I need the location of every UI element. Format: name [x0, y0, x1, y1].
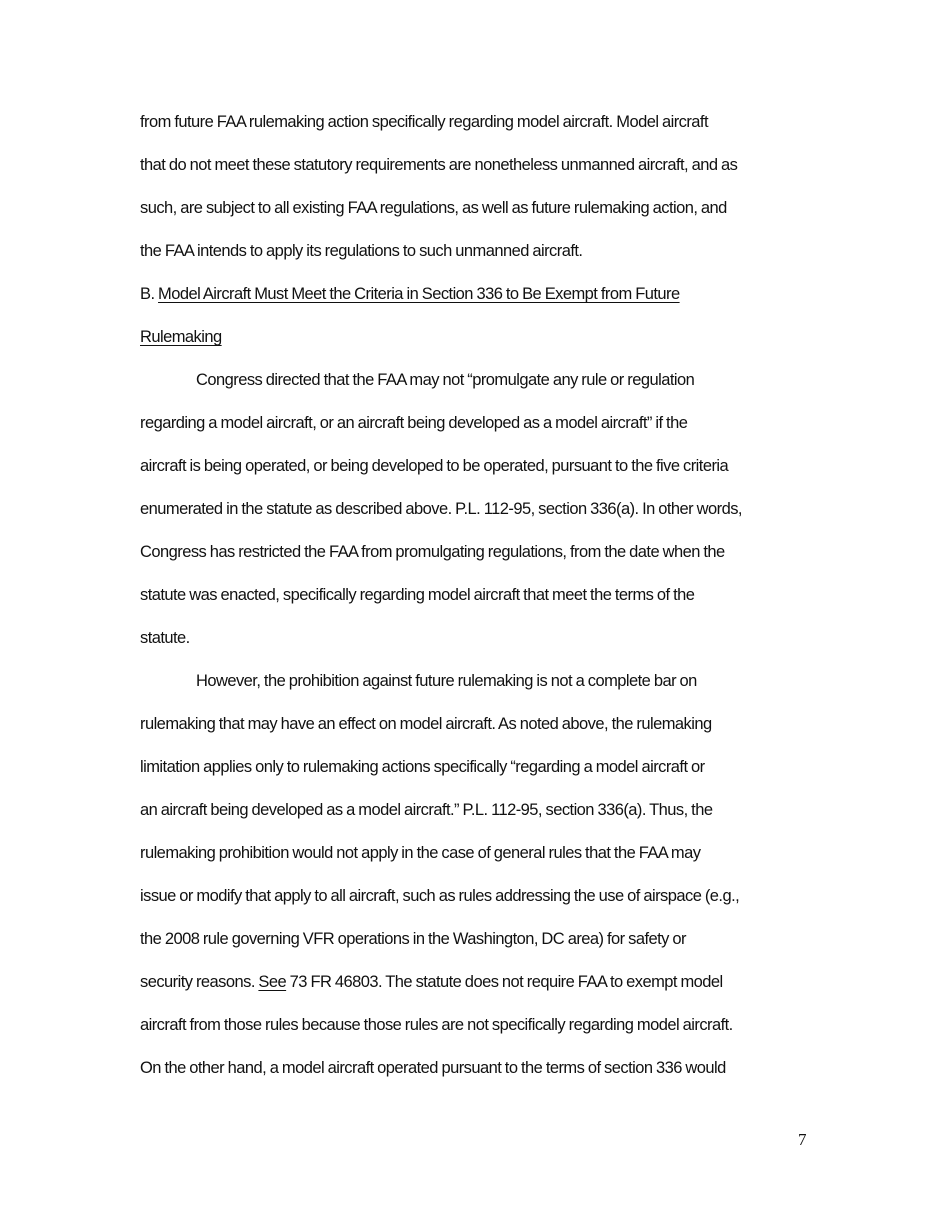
paragraph-2-line-5: Congress has restricted the FAA from promulgating regulations, from the date when the — [140, 543, 725, 561]
paragraph-3-line-8 — [140, 961, 820, 1004]
paragraph-3-line-10: On the other hand, a model aircraft operated pursuant to the terms of section 336 would — [140, 1059, 726, 1077]
paragraph-3-line-9: aircraft from those rules because those rules are not specifically regarding model aircraft. — [140, 1016, 733, 1034]
paragraph-2-line-6: statute was enacted, specifically regarding model aircraft that meet the terms of the — [140, 586, 695, 604]
paragraph-3-line-1: However, the prohibition against future rulemaking is not a complete bar on — [196, 672, 697, 690]
paragraph-2-line-7: statute. — [140, 629, 190, 647]
section-heading-prefix: B. — [140, 285, 159, 303]
section-heading-title-cont: Rulemaking — [140, 328, 222, 346]
paragraph-3-line-3: limitation applies only to rulemaking actions specifically “regarding a model aircraft or — [140, 758, 705, 776]
paragraph-2-line-4: enumerated in the statute as described above. P.L. 112-95, section 336(a). In other words, — [140, 500, 742, 518]
paragraph-2-line-3: aircraft is being operated, or being developed to be operated, pursuant to the five criteria — [140, 457, 729, 475]
paragraph-2-line-2: regarding a model aircraft, or an aircraft being developed as a model aircraft” if the — [140, 414, 688, 432]
paragraph-3-line-5: rulemaking prohibition would not apply in the case of general rules that the FAA may — [140, 844, 701, 862]
paragraph-3-line-6: issue or modify that apply to all aircraft, such as rules addressing the use of airspace (e.g., — [140, 887, 740, 905]
paragraph-3-line-2: rulemaking that may have an effect on model aircraft. As noted above, the rulemaking — [140, 715, 712, 733]
see-citation-signal: See — [258, 973, 287, 991]
paragraph-2-line-1: Congress directed that the FAA may not “promulgate any rule or regulation — [196, 371, 695, 389]
paragraph-1-line-3: such, are subject to all existing FAA regulations, as well as future rulemaking action, and — [140, 199, 727, 217]
body-text — [140, 101, 820, 1090]
see-line-after: 73 FR 46803. The statute does not require FAA to exempt model — [286, 973, 723, 991]
page-number: 7 — [798, 1130, 807, 1149]
paragraph-1-line-4: the FAA intends to apply its regulations to such unmanned aircraft. — [140, 242, 583, 260]
section-heading-line-2 — [140, 316, 820, 359]
paragraph-3-line-4: an aircraft being developed as a model aircraft.” P.L. 112-95, section 336(a). Thus, the — [140, 801, 713, 819]
paragraph-3-line-7: the 2008 rule governing VFR operations in the Washington, DC area) for safety or — [140, 930, 686, 948]
section-heading-line-1 — [140, 273, 820, 316]
paragraph-1-line-1: from future FAA rulemaking action specifically regarding model aircraft. Model aircraft — [140, 113, 708, 131]
paragraph-1-line-2: that do not meet these statutory requirements are nonetheless unmanned aircraft, and as — [140, 156, 738, 174]
section-heading-title: Model Aircraft Must Meet the Criteria in Section 336 to Be Exempt from Future — [158, 285, 680, 303]
see-line-before: security reasons. — [140, 973, 259, 991]
